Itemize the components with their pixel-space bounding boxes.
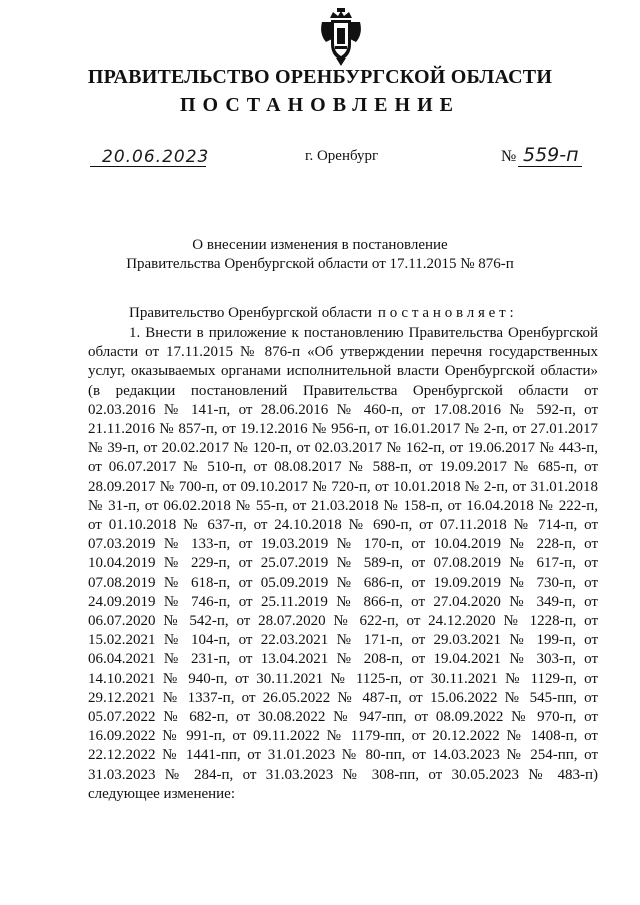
body-line: 29.12.2021 № 1337-п, от 26.05.2022 № 487-п, от 15.06.2022 № 545-пп, от	[88, 689, 598, 706]
body-line: 06.04.2021 № 231-п, от 13.04.2021 № 208-п, от 19.04.2021 № 303-п, от	[88, 651, 598, 668]
body-line: услуг, оказываемых органами исполнительной власти Оренбургской области»	[88, 363, 598, 380]
body-line: 31.03.2023 № 284-п, от 31.03.2023 № 308-пп, от 30.05.2023 № 483-п)	[88, 766, 598, 783]
government-title: ПРАВИТЕЛЬСТВО ОРЕНБУРГСКОЙ ОБЛАСТИ	[87, 66, 553, 88]
number-underline	[518, 166, 582, 167]
body-line: 15.02.2021 № 104-п, от 22.03.2021 № 171-п, от 29.03.2021 № 199-п, от	[88, 632, 598, 649]
document-city: г. Оренбург	[305, 148, 379, 164]
document-date: 20.06.2023	[102, 147, 210, 167]
body-line: 07.08.2019 № 618-п, от 05.09.2019 № 686-п, от 19.09.2019 № 730-п, от	[88, 574, 598, 591]
body-line: от 06.07.2017 № 510-п, от 08.08.2017 № 588-п, от 19.09.2017 № 685-п, от	[88, 459, 598, 476]
body-line: № 31-п, от 06.02.2018 № 55-п, от 21.03.2018 № 158-п, от 16.04.2018 № 222-п,	[88, 497, 598, 514]
body-line: 21.11.2016 № 857-п, от 19.12.2016 № 956-п, от 16.01.2017 № 2-п, от 27.01.2017	[88, 421, 598, 438]
body-line: области от 17.11.2015 № 876-п «Об утверждении перечня государственных	[88, 344, 598, 361]
document-subject	[60, 236, 580, 274]
body-line: 1. Внести в приложение к постановлению Правительства Оренбургской	[129, 325, 598, 341]
body-line: 05.07.2022 № 682-п, от 30.08.2022 № 947-пп, от 08.09.2022 № 970-п, от	[88, 709, 598, 726]
coat-of-arms-icon	[318, 8, 364, 66]
body-line: № 39-п, от 20.02.2017 № 120-п, от 02.03.2017 № 162-п, от 19.06.2017 № 443-п,	[88, 440, 598, 457]
body-line: 24.09.2019 № 746-п, от 25.11.2019 № 866-п, от 27.04.2020 № 349-п, от	[88, 593, 598, 610]
preamble-subject: Правительство Оренбургской области	[129, 305, 372, 321]
body-line: 14.10.2021 № 940-п, от 30.11.2021 № 1125-п, от 30.11.2021 № 1129-п, от	[88, 670, 598, 687]
document-number: 559-п	[523, 144, 579, 166]
body-line: 16.09.2022 № 991-п, от 09.11.2022 № 1179-пп, от 20.12.2022 № 1408-п, от	[88, 728, 598, 745]
body-line: 06.07.2020 № 542-п, от 28.07.2020 № 622-п, от 24.12.2020 № 1228-п, от	[88, 613, 598, 630]
subject-line: О внесении изменения в постановление	[192, 237, 448, 253]
body-line: следующее изменение:	[88, 785, 236, 802]
preamble	[129, 305, 517, 322]
number-prefix: №	[501, 148, 517, 165]
body-line: 10.04.2019 № 229-п, от 25.07.2019 № 589-п, от 07.08.2019 № 617-п, от	[88, 555, 598, 572]
preamble-verb: постановляет:	[377, 305, 518, 321]
date-underline	[90, 166, 206, 167]
body-line: 07.03.2019 № 133-п, от 19.03.2019 № 170-п, от 10.04.2019 № 228-п, от	[88, 536, 598, 553]
body-line: 02.03.2016 № 141-п, от 28.06.2016 № 460-п, от 17.08.2016 № 592-п, от	[88, 401, 598, 418]
body-line: 28.09.2017 № 700-п, от 09.10.2017 № 720-п, от 10.01.2018 № 2-п, от 31.01.2018	[88, 478, 598, 495]
body-line: 22.12.2022 № 1441-пп, от 31.01.2023 № 80-пп, от 14.03.2023 № 254-пп, от	[88, 747, 598, 764]
body-line: от 01.10.2018 № 637-п, от 24.10.2018 № 690-п, от 07.11.2018 № 714-п, от	[88, 517, 598, 534]
body-text	[88, 324, 598, 804]
body-line: (в редакции постановлений Правительства Оренбургской области от	[88, 382, 598, 399]
document-type: ПОСТАНОВЛЕНИЕ	[180, 94, 460, 116]
subject-line: Правительства Оренбургской области от 17.11.2015 № 876-п	[126, 256, 514, 272]
